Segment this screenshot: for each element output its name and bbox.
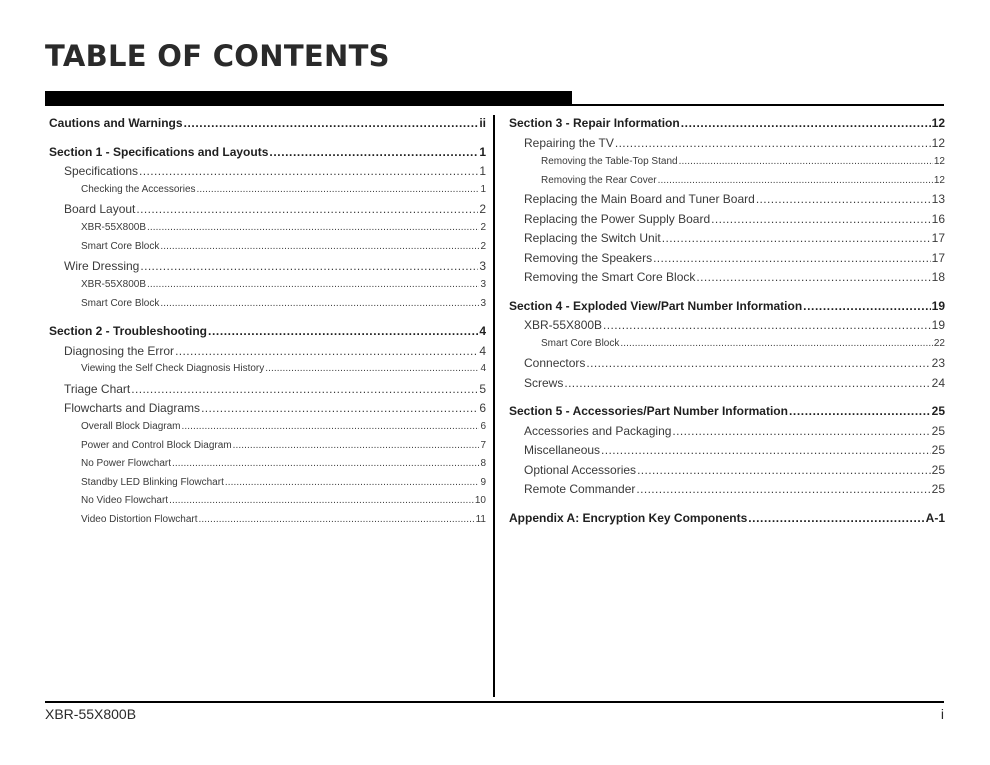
toc-entry-label: Screws [524,376,564,390]
toc-dot-leader [136,201,478,217]
toc-dot-leader [586,355,930,371]
toc-entry[interactable] [49,296,486,312]
toc-entry-page: 18 [931,270,945,284]
toc-entry-label: Appendix A: Encryption Key Components [509,511,748,525]
toc-entry-page: 3 [480,298,486,309]
toc-entry-page: 2 [480,222,486,233]
toc-entry[interactable] [49,115,486,131]
toc-entry-label: Overall Block Diagram [81,421,181,432]
toc-entry-page: ii [479,116,486,130]
toc-dot-leader [672,423,930,439]
footer-page-number: i [940,706,944,722]
toc-dot-leader [803,298,930,314]
toc-entry-page: 9 [480,477,486,488]
toc-entry[interactable] [49,277,486,293]
toc-entry[interactable] [49,400,486,416]
toc-entry-label: Section 3 - Repair Information [509,116,680,130]
toc-entry[interactable] [49,419,486,435]
toc-entry[interactable] [49,361,486,377]
toc-entry[interactable] [49,201,486,217]
toc-entry[interactable] [509,298,945,314]
toc-entry-page: 25 [931,463,945,477]
toc-entry-label: Section 4 - Exploded View/Part Number Information [509,299,803,313]
toc-entry-page: 25 [931,443,945,457]
toc-entry[interactable] [49,438,486,454]
toc-entry-page: 8 [480,458,486,469]
toc-entry[interactable] [509,173,945,189]
toc-entry-page: 24 [931,376,945,390]
toc-entry-label: XBR-55X800B [524,318,603,332]
toc-entry-label: Removing the Rear Cover [541,175,657,186]
toc-dot-leader [225,475,480,491]
toc-entry-label: Removing the Speakers [524,251,653,265]
toc-dot-leader [637,462,931,478]
toc-entry[interactable] [509,510,945,526]
toc-entry-label: Replacing the Power Supply Board [524,212,711,226]
toc-entry-label: Checking the Accessories [81,184,196,195]
toc-entry[interactable] [49,493,486,509]
toc-entry-page: 19 [931,299,945,313]
toc-entry[interactable] [509,230,945,246]
toc-entry-label: Specifications [64,164,139,178]
toc-entry-label: Smart Core Block [81,241,160,252]
toc-entry-page: 12 [931,136,945,150]
toc-dot-leader [603,317,931,333]
toc-dot-leader [181,419,479,435]
toc-entry-label: Miscellaneous [524,443,601,457]
toc-entry-label: Repairing the TV [524,136,614,150]
toc-dot-leader [169,493,474,509]
toc-entry-page: 1 [479,164,486,178]
toc-entry-page: 6 [480,421,486,432]
toc-entry-label: Section 5 - Accessories/Part Number Information [509,404,788,418]
toc-entry-label: Section 1 - Specifications and Layouts [49,145,269,159]
toc-entry-page: 4 [479,324,486,338]
toc-entry-page: 12 [933,175,945,186]
toc-entry-label: Triage Chart [64,382,131,396]
toc-entry-page: 25 [931,404,945,418]
toc-dot-leader [636,481,930,497]
toc-entry-page: 23 [931,356,945,370]
toc-entry-label: Optional Accessories [524,463,637,477]
column-divider [493,115,495,697]
toc-dot-leader [147,220,479,236]
toc-entry-page: 19 [931,318,945,332]
toc-entry-page: 1 [480,184,486,195]
toc-entry[interactable] [509,115,945,131]
toc-entry-label: Video Distortion Flowchart [81,514,198,525]
toc-entry[interactable] [509,403,945,419]
toc-entry-label: Smart Core Block [81,298,160,309]
toc-entry-page: 2 [480,241,486,252]
toc-entry-label: Section 2 - Troubleshooting [49,324,208,338]
toc-entry-page: 1 [479,145,486,159]
toc-entry-page: 11 [475,514,486,525]
toc-entry[interactable] [509,375,945,391]
toc-dot-leader [184,115,479,131]
toc-entry-label: No Video Flowchart [81,495,169,506]
toc-entry-label: Remote Commander [524,482,636,496]
toc-entry-page: 4 [480,363,486,374]
toc-entry-label: Board Layout [64,202,136,216]
toc-entry-label: No Power Flowchart [81,458,172,469]
toc-entry-label: Replacing the Switch Unit [524,231,661,245]
toc-entry-label: Accessories and Packaging [524,424,672,438]
toc-entry-page: 6 [479,401,486,415]
toc-entry[interactable] [509,135,945,151]
toc-entry-page: 17 [931,251,945,265]
toc-entry[interactable] [509,191,945,207]
toc-dot-leader [615,135,931,151]
toc-dot-leader [269,144,478,160]
toc-entry[interactable] [49,239,486,255]
toc-entry[interactable] [49,258,486,274]
toc-entry[interactable] [509,336,945,352]
toc-dot-leader [140,258,478,274]
toc-entry[interactable] [49,456,486,472]
toc-entry-label: Diagnosing the Error [64,344,175,358]
toc-entry[interactable] [509,317,945,333]
toc-dot-leader [564,375,930,391]
toc-entry-label: Connectors [524,356,586,370]
toc-entry-label: Power and Control Block Diagram [81,440,232,451]
toc-dot-leader [620,336,933,352]
toc-entry-page: 12 [933,156,945,167]
toc-dot-leader [679,154,933,170]
toc-entry-label: Smart Core Block [541,338,620,349]
toc-dot-leader [653,250,931,266]
toc-entry[interactable] [509,462,945,478]
toc-dot-leader [789,403,931,419]
toc-dot-leader [199,512,475,528]
toc-entry[interactable] [49,163,486,179]
toc-dot-leader [175,343,478,359]
toc-entry-page: 10 [474,495,486,506]
toc-entry[interactable] [509,269,945,285]
toc-entry-label: Cautions and Warnings [49,116,183,130]
toc-entry[interactable] [509,154,945,170]
footer-model: XBR-55X800B [45,706,137,722]
toc-entry[interactable] [509,355,945,371]
footer-rule [45,701,944,703]
toc-entry-label: XBR-55X800B [81,222,147,233]
toc-entry[interactable] [49,343,486,359]
toc-dot-leader [160,296,479,312]
toc-entry-page: 7 [480,440,486,451]
toc-entry-page: 16 [931,212,945,226]
toc-dot-leader [756,191,931,207]
toc-entry-page: 25 [931,424,945,438]
toc-entry[interactable] [49,323,486,339]
toc-entry-label: Standby LED Blinking Flowchart [81,477,224,488]
toc-entry-page: 3 [480,279,486,290]
toc-dot-leader [233,438,480,454]
toc-dot-leader [265,361,479,377]
toc-entry-label: XBR-55X800B [81,279,147,290]
toc-dot-leader [172,456,479,472]
toc-entry-page: 3 [479,259,486,273]
toc-entry[interactable] [49,475,486,491]
toc-entry-page: 12 [931,116,945,130]
toc-entry[interactable] [49,144,486,160]
toc-dot-leader [658,173,933,189]
toc-entry[interactable] [49,220,486,236]
toc-entry-page: 22 [933,338,945,349]
header-rule-thin [45,104,944,106]
toc-dot-leader [662,230,931,246]
page-title: TABLE OF CONTENTS [45,39,390,73]
toc-entry[interactable] [49,381,486,397]
toc-entry-page: 25 [931,482,945,496]
toc-dot-leader [681,115,931,131]
toc-entry-label: Removing the Smart Core Block [524,270,696,284]
toc-dot-leader [711,211,931,227]
toc-dot-leader [139,163,478,179]
toc-entry[interactable] [509,442,945,458]
toc-entry[interactable] [509,423,945,439]
toc-entry-page: 2 [479,202,486,216]
toc-dot-leader [601,442,931,458]
toc-entry-page: 4 [479,344,486,358]
toc-entry-page: 13 [931,192,945,206]
toc-entry-page: 5 [479,382,486,396]
toc-dot-leader [201,400,478,416]
toc-entry[interactable] [509,250,945,266]
toc-dot-leader [197,182,480,198]
toc-dot-leader [208,323,478,339]
toc-dot-leader [748,510,924,526]
toc-entry-label: Replacing the Main Board and Tuner Board [524,192,755,206]
toc-entry[interactable] [49,512,486,528]
toc-dot-leader [160,239,479,255]
toc-dot-leader [131,381,478,397]
toc-entry[interactable] [509,211,945,227]
toc-entry-label: Viewing the Self Check Diagnosis History [81,363,265,374]
toc-entry-label: Flowcharts and Diagrams [64,401,201,415]
toc-dot-leader [696,269,930,285]
toc-entry[interactable] [49,182,486,198]
toc-entry[interactable] [509,481,945,497]
toc-entry-label: Wire Dressing [64,259,140,273]
toc-dot-leader [147,277,479,293]
toc-entry-page: A-1 [925,511,945,525]
toc-entry-label: Removing the Table-Top Stand [541,156,678,167]
toc-entry-page: 17 [931,231,945,245]
